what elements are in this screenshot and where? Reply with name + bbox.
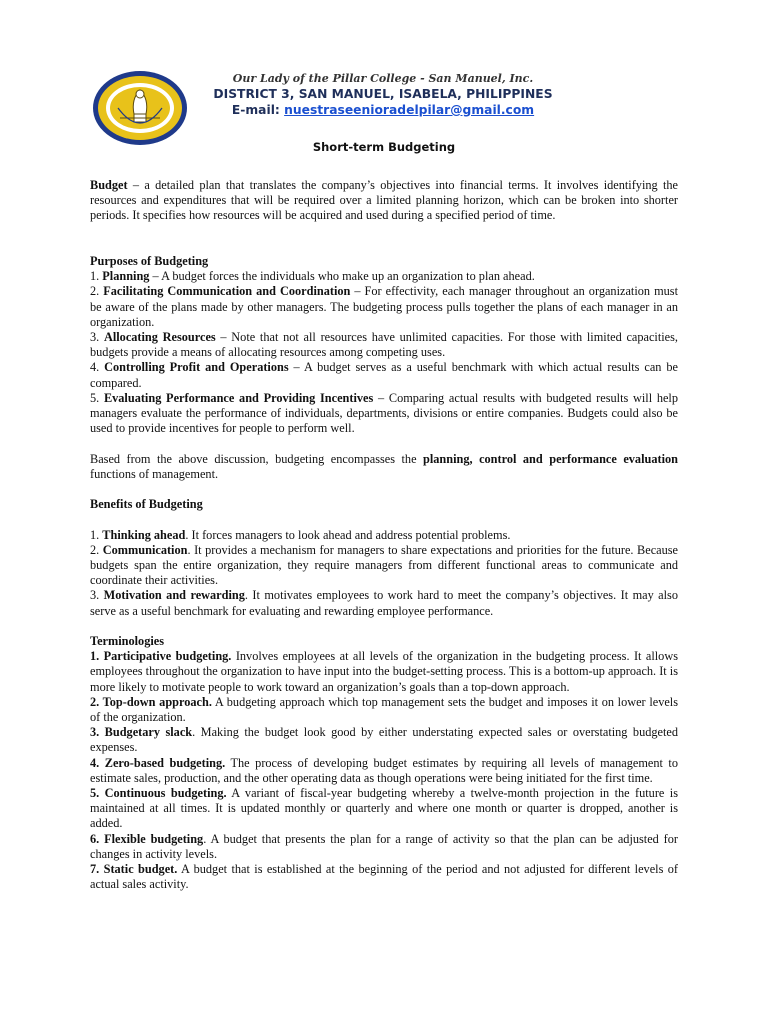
item-term: Evaluating Performance and Providing Incentives <box>103 390 374 405</box>
letterhead <box>200 72 566 118</box>
item-text: . It forces managers to look ahead and address potential problems. <box>185 527 511 542</box>
term-item <box>90 725 678 755</box>
budget-term: Budget <box>90 178 128 192</box>
item-number: 4. <box>90 360 105 375</box>
term-item <box>90 649 678 695</box>
item-term: 6. Flexible budgeting <box>90 831 204 846</box>
item-number: 2. <box>90 284 104 299</box>
spacer <box>90 436 678 451</box>
item-term: Facilitating Communication and Coordination <box>103 284 351 299</box>
purpose-item <box>90 269 678 284</box>
item-number: 3. <box>90 330 104 344</box>
discussion-pre: Based from the above discussion, budgeting encompasses the <box>90 451 424 466</box>
term-item <box>90 832 678 862</box>
item-term: 5. Continuous budgeting. <box>90 786 227 801</box>
purpose-item <box>90 391 678 437</box>
spacer <box>90 512 678 527</box>
item-text: The process of developing budget estimates by requiring all levels of management to estimate sales, production, and the other operating data as though operations were being initiated for the first time. <box>90 755 679 785</box>
discussion-post: functions of management. <box>90 466 219 481</box>
item-term: 7. Static budget. <box>90 862 178 877</box>
item-number: 5. <box>90 390 104 405</box>
item-text: – A budget forces the individuals who make up an organization to plan ahead. <box>149 269 535 284</box>
purposes-heading-text: Purposes of Budgeting <box>90 253 209 268</box>
item-term: Controlling Profit and Operations <box>104 360 289 375</box>
item-text: – Note that not all resources have unlimited capacities. For those with limited capacities, budgets provide a means of allocating resources among competing uses. <box>90 330 678 360</box>
budget-text: – a detailed plan that translates the company’s objectives into financial terms. It involves identifying the resources and expenditures that will be required over a limited planning horizon, which can be broken into shorter periods. It specifies how resources will be acquired and used during a specified period of time. <box>90 178 678 223</box>
item-text: – A budget serves as a useful benchmark with which actual results can be compared. <box>90 360 678 390</box>
item-text: . It provides a mechanism for managers to share expectations and priorities for the future. Because budgets span the entire organization, they require managers from different functional areas to communicate and coordinate their activities. <box>90 542 678 588</box>
item-term: 4. Zero-based budgeting. <box>90 755 226 770</box>
item-text: – For effectivity, each manager throughout an organization must be aware of the plans made by other managers. The budgeting process pulls together the plans of each manager in an organization. <box>90 284 678 329</box>
document-body <box>90 178 678 892</box>
terminologies-heading <box>90 634 678 649</box>
item-term: Allocating Resources <box>103 330 216 344</box>
term-item <box>90 862 678 892</box>
item-term: Thinking ahead <box>102 527 186 542</box>
item-text: Involves employees at all levels of the organization in the budgeting process. It allows employees throughout the organization to have input into the budget-setting process. This is a bottom-up approach. It is more likely to motivate people to work toward an organization’s goals than a top-down approach. <box>90 649 678 694</box>
college-name: Our Lady of the Pillar College - San Manuel, Inc. <box>232 72 534 85</box>
spacer <box>90 482 678 497</box>
item-text: . Making the budget look good by either understating expected sales or overstating budgeted expenses. <box>90 725 678 755</box>
benefit-item <box>90 588 678 618</box>
discussion-bold: planning, control and performance evaluation <box>423 451 678 466</box>
benefit-item <box>90 528 678 543</box>
benefit-item <box>90 543 678 589</box>
term-item <box>90 786 678 832</box>
item-text: . It motivates employees to work hard to meet the company’s objectives. It may also serve as a useful benchmark for evaluating and rewarding employee performance. <box>90 588 678 618</box>
purposes-heading <box>90 254 678 269</box>
term-item <box>90 695 678 725</box>
budget-definition <box>90 178 678 224</box>
item-text: A variant of fiscal-year budgeting whereby a twelve-month projection in the future is maintained at all times. It is updated monthly or quarterly and where one month or quarter is dropped, another is added. <box>90 786 678 831</box>
item-text: A budgeting approach which top management sets the budget and imposes it on lower levels of the organization. <box>90 694 678 725</box>
item-number: 1. <box>90 527 103 542</box>
item-term: Motivation and rewarding <box>103 588 245 603</box>
item-text: – Comparing actual results with budgeted results will help managers evaluate the performance of individuals, departments, divisions or entire companies. Budgets could also be used to provide incentives for people to perform well. <box>90 390 679 436</box>
email-label: E-mail: <box>231 103 285 117</box>
benefits-heading-text: Benefits of Budgeting <box>90 497 203 512</box>
item-number: 3. <box>90 588 104 603</box>
item-term: Planning <box>102 269 150 284</box>
spacer <box>90 619 678 634</box>
email-line <box>200 102 566 118</box>
college-seal-logo <box>90 68 190 148</box>
purpose-item <box>90 284 678 330</box>
item-term: Communication <box>102 542 188 557</box>
district-address: DISTRICT 3, SAN MANUEL, ISABELA, PHILIPPINES <box>213 87 553 101</box>
item-number: 2. <box>90 542 103 557</box>
spacer <box>90 239 678 254</box>
item-number: 1. <box>90 269 103 284</box>
item-term: 3. Budgetary slack <box>90 725 193 740</box>
email-link[interactable]: nuestraseenioradelpilar@gmail.com <box>284 103 535 117</box>
purpose-item <box>90 360 678 390</box>
purpose-item <box>90 330 678 360</box>
item-text: . A budget that presents the plan for a range of activity so that the plan can be adjusted for changes in activity levels. <box>90 831 678 861</box>
item-text: A budget that is established at the beginning of the period and not adjusted for different levels of actual sales activity. <box>90 862 678 892</box>
item-term: 1. Participative budgeting. <box>90 649 232 664</box>
document-title: Short-term Budgeting <box>312 140 456 154</box>
discussion-paragraph <box>90 452 678 482</box>
benefits-heading <box>90 497 678 512</box>
terminologies-heading-text: Terminologies <box>90 634 165 648</box>
term-item <box>90 756 678 786</box>
spacer <box>90 224 678 239</box>
item-term: 2. Top-down approach. <box>90 694 212 709</box>
